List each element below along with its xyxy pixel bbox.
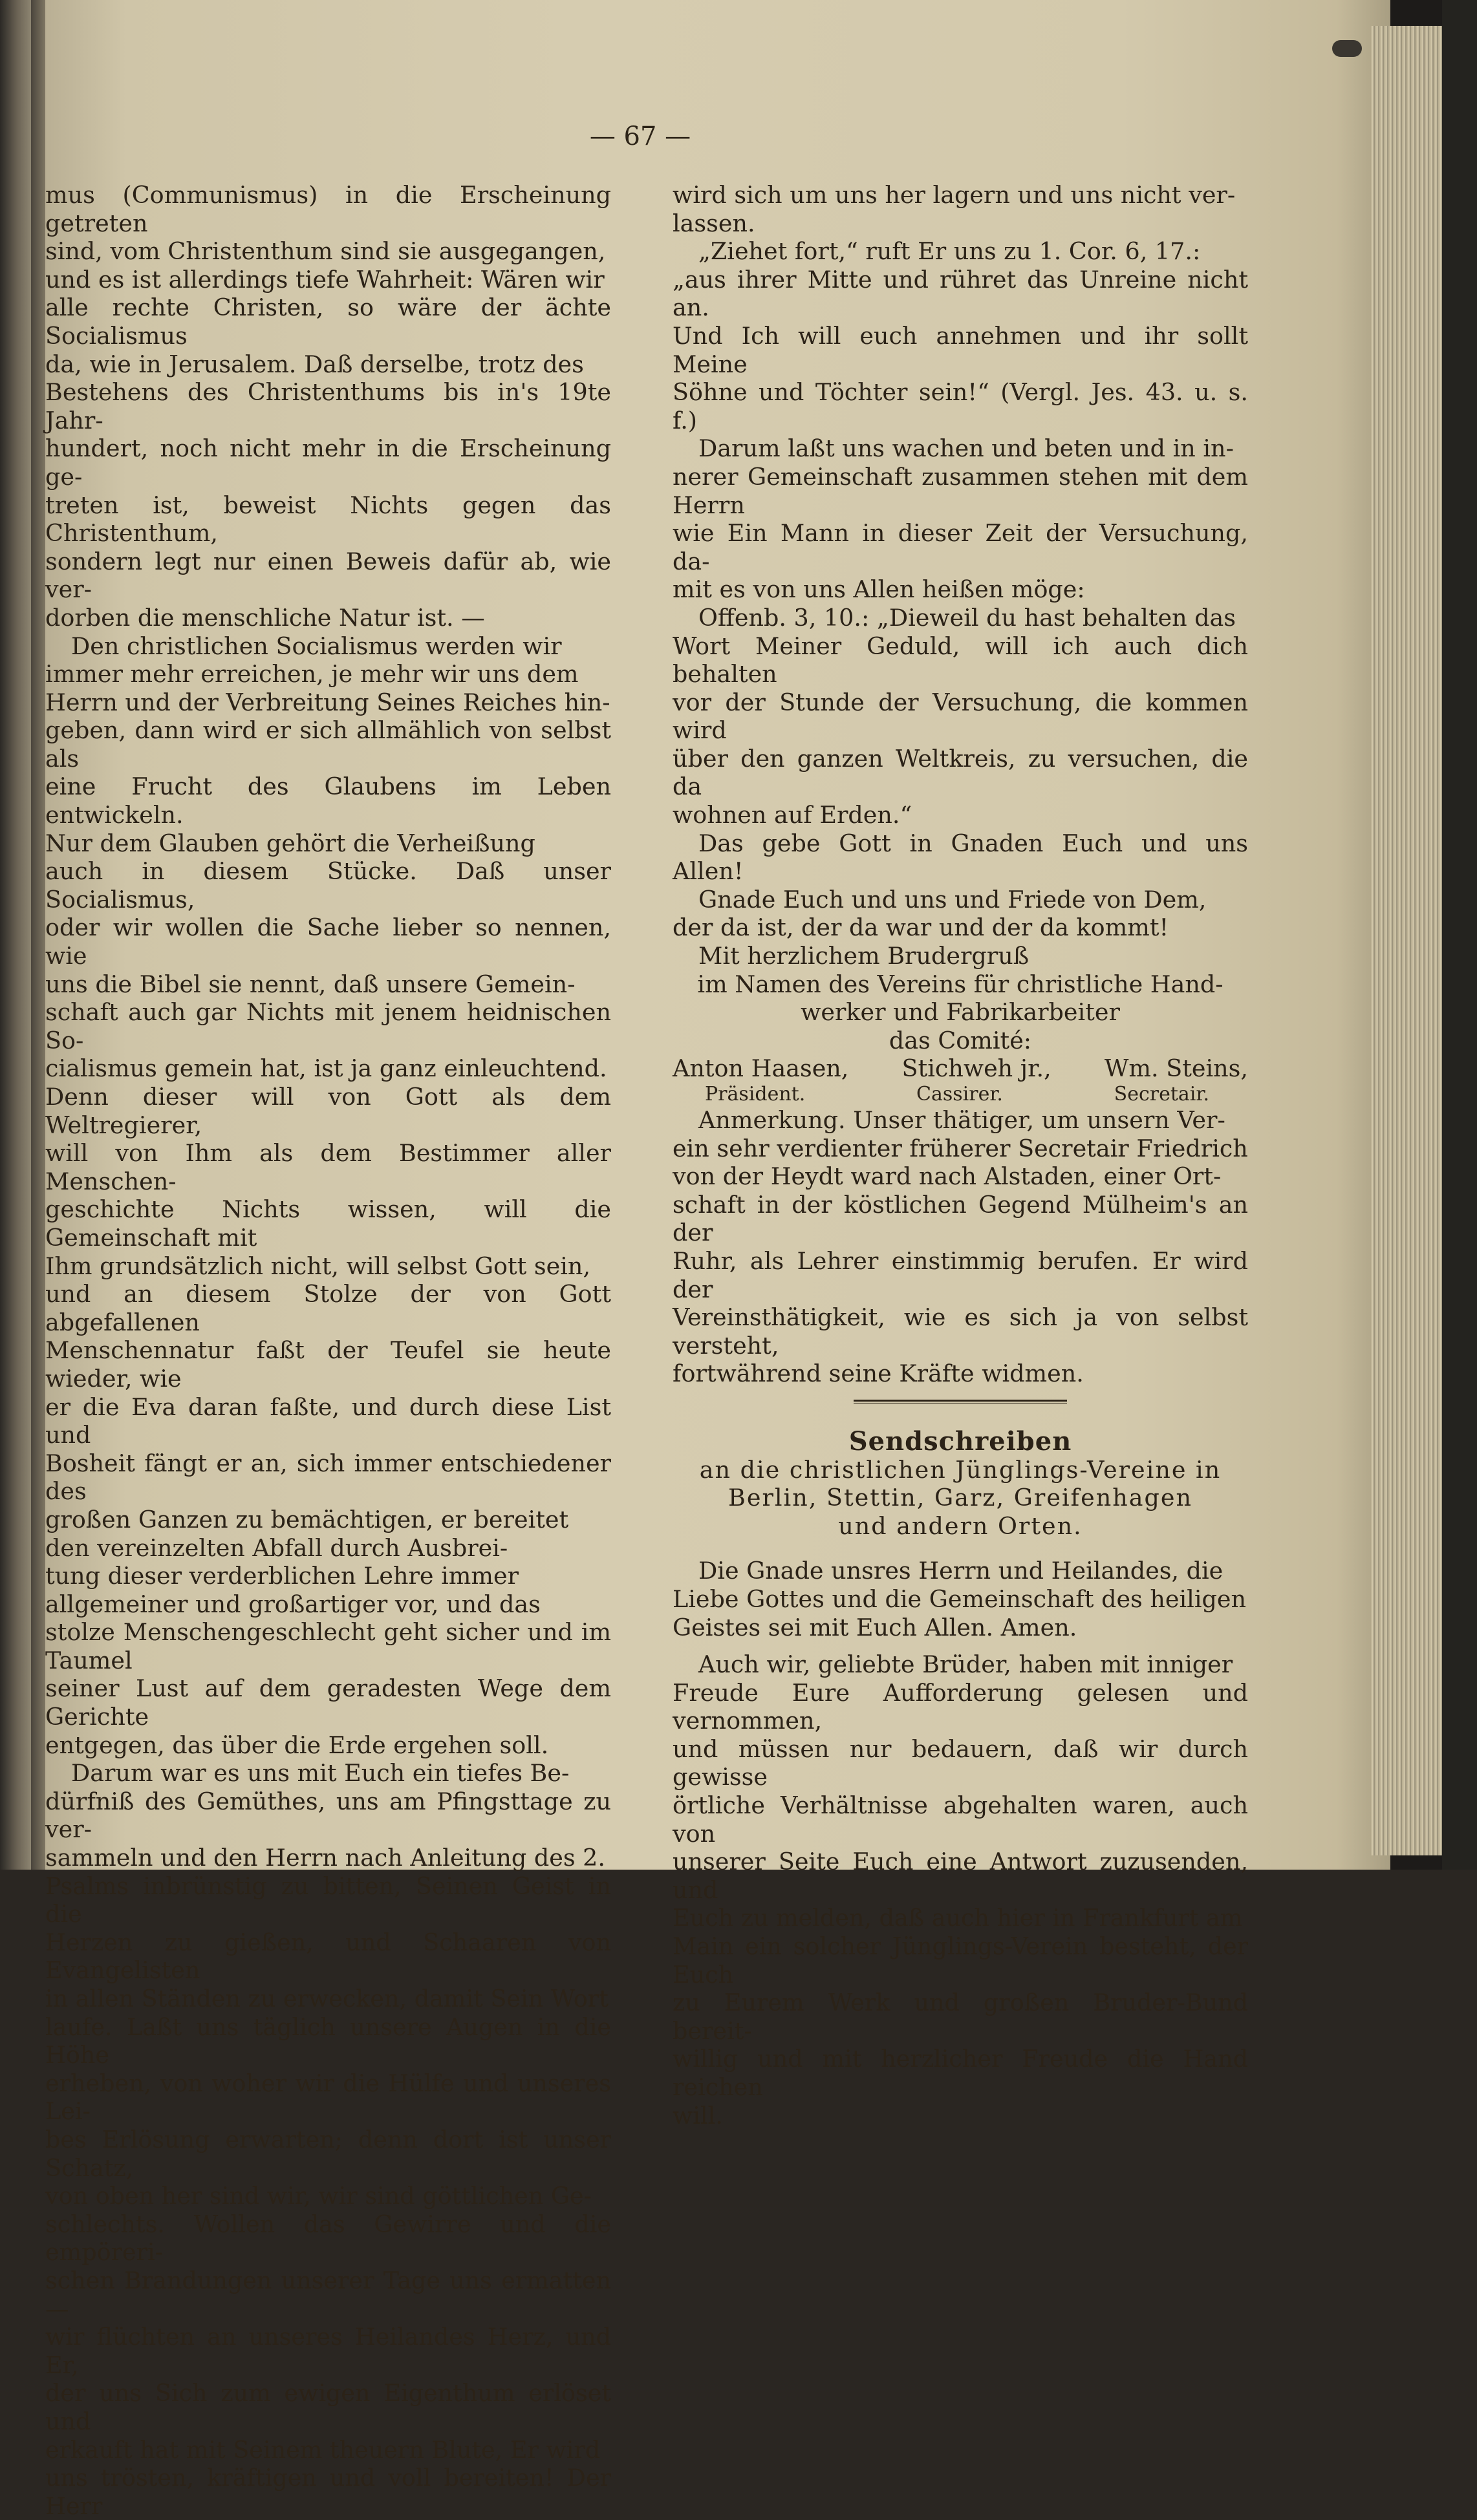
text-line: nerer Gemeinschaft zusammen stehen mit dem Herrn xyxy=(673,462,1248,519)
text-line: unserer Seite Euch eine Antwort zuzusenden, und xyxy=(673,1848,1248,1904)
text-line: schen Brandungen unserer Tage uns ermatten — xyxy=(45,2266,611,2323)
text-line: Menschennatur faßt der Teufel sie heute wieder, wie xyxy=(45,1336,611,1393)
text-line: Herrn und der Verbreitung Seines Reiches hin- xyxy=(45,688,610,716)
text-line: alle rechte Christen, so wäre der ächte Socialismus xyxy=(45,294,611,350)
text-line: sammeln und den Herrn nach Anleitung des 2. xyxy=(45,1844,606,1872)
text-line: der da ist, der da war und der da kommt! xyxy=(673,913,1169,942)
text-line: geschichte Nichts wissen, will die Gemeinschaft mit xyxy=(45,1195,611,1252)
text-line: werker und Fabrikarbeiter xyxy=(801,998,1120,1027)
text-line: bes Erlösung erwarten; denn dort ist unser Schatz, xyxy=(45,2125,611,2182)
text-line: Gnade Euch und uns und Friede von Dem, xyxy=(698,885,1207,913)
text-line: geben, dann wird er sich allmählich von selbst als xyxy=(45,716,611,773)
text-line: Nur dem Glauben gehört die Verheißung xyxy=(45,829,535,857)
text-line: schaft auch gar Nichts mit jenem heidnischen So- xyxy=(45,998,611,1054)
text-line: eine Frucht des Glaubens im Leben entwickeln. xyxy=(45,773,611,829)
signature-title: Präsident. xyxy=(705,1083,806,1105)
text-line: vor der Stunde der Versuchung, die kommen wird xyxy=(673,688,1248,745)
signature-titles xyxy=(673,1083,1248,1106)
book-cover xyxy=(1442,0,1477,1870)
section-title: Sendschreiben xyxy=(848,1426,1072,1457)
text-line: sondern legt nur einen Beweis dafür ab, wie ver- xyxy=(45,547,611,604)
section-subtitle-line: und andern Orten. xyxy=(838,1511,1083,1540)
annotation-line: Ruhr, als Lehrer einstimmig berufen. Er wird der xyxy=(673,1246,1248,1303)
text-line: will. xyxy=(673,2101,723,2130)
text-line: wohnen auf Erden.“ xyxy=(673,801,912,829)
text-line: Den christlichen Socialismus werden wir xyxy=(71,632,562,660)
text-line: wir flüchten an unseres Heilandes Herz, und Er, xyxy=(45,2323,611,2379)
text-line: seiner Lust auf dem geradesten Wege dem Gerichte xyxy=(45,1674,611,1731)
text-line: erheben, von woher wir die Hülfe und unseres Lei- xyxy=(45,2069,611,2126)
left-column xyxy=(45,181,611,2520)
signature-title: Secretair. xyxy=(1114,1083,1209,1105)
annotation-line: Vereinsthätigkeit, wie es sich ja von selbst versteht, xyxy=(673,1303,1248,1360)
text-line: lassen. xyxy=(673,209,755,237)
text-line: Bosheit fängt er an, sich immer entschiedener des xyxy=(45,1449,611,1506)
text-line: uns die Bibel sie nennt, daß unsere Gemein- xyxy=(45,970,576,998)
text-line: wie Ein Mann in dieser Zeit der Versuchung, da- xyxy=(673,519,1248,575)
text-line: „aus ihrer Mitte und rühret das Unreine nicht an. xyxy=(673,265,1248,322)
text-line: stolze Menschengeschlecht geht sicher und im Taumel xyxy=(45,1618,611,1674)
text-line: Geistes sei mit Euch Allen. Amen. xyxy=(673,1613,1077,1641)
right-column xyxy=(673,181,1248,2130)
text-line: über den ganzen Weltkreis, zu versuchen, die da xyxy=(673,744,1248,801)
bookmark-tab xyxy=(1332,40,1362,57)
text-line: laufe. Laßt uns täglich unsere Augen in die Höhe xyxy=(45,2013,611,2069)
text-line: oder wir wollen die Sache lieber so nennen, wie xyxy=(45,913,611,970)
text-line: mus (Communismus) in die Erscheinung getreten xyxy=(45,181,611,237)
text-line: Darum laßt uns wachen und beten und in in- xyxy=(698,434,1234,463)
text-line: das Comité: xyxy=(889,1026,1032,1054)
text-line: Auch wir, geliebte Brüder, haben mit inniger xyxy=(698,1650,1233,1679)
text-line: mit es von uns Allen heißen möge: xyxy=(673,575,1085,604)
text-line: zu Eurem Werk und großen Bruder-Bund bereit- xyxy=(673,1989,1248,2045)
text-line: tung dieser verderblichen Lehre immer xyxy=(45,1562,519,1590)
section-subtitle-line: an die christlichen Jünglings-Vereine in xyxy=(699,1455,1222,1484)
text-line: im Namen des Vereins für christliche Hand- xyxy=(697,970,1224,998)
text-line: auch in diesem Stücke. Daß unser Socialismus, xyxy=(45,857,611,913)
text-line: Söhne und Töchter sein!“ (Vergl. Jes. 43. u. s. f.) xyxy=(673,378,1248,434)
annotation-line: Anmerkung. Unser thätiger, um unsern Ver- xyxy=(698,1106,1225,1134)
text-line: „Ziehet fort,“ ruft Er uns zu 1. Cor. 6, 17.: xyxy=(698,237,1201,266)
text-line: willig und mit herzlicher Freude die Hand reichen xyxy=(673,2045,1248,2101)
text-line: allgemeiner und großartiger vor, und das xyxy=(45,1590,541,1618)
text-line: Das gebe Gott in Gnaden Euch und uns Allen! xyxy=(673,829,1248,886)
section-subtitle-line: Berlin, Stettin, Garz, Greifenhagen xyxy=(728,1484,1192,1512)
text-line: Und Ich will euch annehmen und ihr sollt Meine xyxy=(673,321,1248,378)
signature-names xyxy=(673,1054,1248,1083)
text-line: und müssen nur bedauern, daß wir durch gewisse xyxy=(673,1735,1248,1791)
text-line: Ihm grundsätzlich nicht, will selbst Gott sein, xyxy=(45,1252,591,1280)
text-line: schlechts. Wollen das Gewirre und die empöreri- xyxy=(45,2210,611,2267)
annotation-line: fortwährend seine Kräfte widmen. xyxy=(673,1360,1084,1388)
signature-title: Cassirer. xyxy=(916,1083,1003,1105)
text-line: treten ist, beweist Nichts gegen das Christenthum, xyxy=(45,491,611,548)
signature-name: Anton Haasen, xyxy=(673,1054,849,1083)
annotation-line: schaft in der köstlichen Gegend Mülheim's an der xyxy=(673,1190,1248,1247)
page-stack-edges xyxy=(1371,26,1449,1855)
text-line: Liebe Gottes und die Gemeinschaft des heiligen xyxy=(673,1585,1246,1613)
annotation-line: ein sehr verdienter früherer Secretair Friedrich xyxy=(673,1134,1248,1162)
text-line: erkauft hat mit Seinem theuern Blute, Er wird xyxy=(45,2435,601,2464)
section-divider xyxy=(854,1400,1067,1404)
text-line: sind, vom Christenthum sind sie ausgegangen, xyxy=(45,237,606,266)
text-line: den vereinzelten Abfall durch Ausbrei- xyxy=(45,1533,508,1562)
text-line: Bestehens des Christenthums bis in's 19te Jahr- xyxy=(45,378,611,434)
text-line: und es ist allerdings tiefe Wahrheit: Wären wir xyxy=(45,265,605,294)
text-line: hundert, noch nicht mehr in die Erscheinung ge- xyxy=(45,434,611,491)
text-line: großen Ganzen zu bemächtigen, er bereitet xyxy=(45,1505,569,1533)
text-line: Wort Meiner Geduld, will ich auch dich behalten xyxy=(673,632,1248,689)
text-line: der uns Sich zum ewigen Eigenthum erlöset und xyxy=(45,2379,611,2435)
signature-name: Wm. Steins, xyxy=(1104,1054,1248,1083)
text-line: Mit herzlichem Brudergruß xyxy=(698,942,1030,970)
text-line: von oben her sind wir, wir sind göttlichen Ge- xyxy=(45,2182,592,2210)
page-number: — 67 — xyxy=(589,122,691,151)
signature-name: Stichweh jr., xyxy=(901,1054,1051,1083)
text-line: dürfniß des Gemüthes, uns am Pfingsttage zu ver- xyxy=(45,1787,611,1844)
text-line: Psalms inbrünstig zu bitten, Seinen Geist in die xyxy=(45,1872,611,1928)
left-page-edge xyxy=(0,0,31,1870)
annotation-line: von der Heydt ward nach Alstaden, einer Ort- xyxy=(673,1162,1222,1191)
text-line: Darum war es uns mit Euch ein tiefes Be- xyxy=(71,1759,570,1788)
text-line: entgegen, das über die Erde ergehen soll. xyxy=(45,1731,549,1759)
text-line: will von Ihm als dem Bestimmer aller Menschen- xyxy=(45,1139,611,1195)
text-line: Main ein solcher Jünglings-Verein besteht, der Euch xyxy=(673,1932,1248,1989)
text-line: wird sich um uns her lagern und uns nicht ver- xyxy=(673,181,1236,209)
text-line: örtliche Verhältnisse abgehalten waren, auch von xyxy=(673,1791,1248,1848)
text-line: uns trösten, kräftigen und voll bereiten! Der Herr xyxy=(45,2464,611,2520)
margin-pencil-mark xyxy=(1284,556,1319,601)
text-line: Die Gnade unsres Herrn und Heilandes, die xyxy=(698,1557,1224,1585)
text-line: immer mehr erreichen, je mehr wir uns dem xyxy=(45,660,579,689)
text-line: Herzen zu gießen, und Schaaren von Evangelisten xyxy=(45,1928,611,1985)
text-line: in allen Ständen zu erwecken, damit Sein Wort xyxy=(45,1985,609,2013)
text-line: dorben die menschliche Natur ist. — xyxy=(45,603,485,632)
text-line: und an diesem Stolze der von Gott abgefallenen xyxy=(45,1280,611,1336)
spacer xyxy=(673,1540,1248,1557)
text-line: er die Eva daran faßte, und durch diese List und xyxy=(45,1393,611,1449)
text-line: Freude Eure Aufforderung gelesen und vernommen, xyxy=(673,1678,1248,1735)
text-line: Denn dieser will von Gott als dem Weltregierer, xyxy=(45,1083,611,1139)
text-line: cialismus gemein hat, ist ja ganz einleuchtend. xyxy=(45,1054,607,1083)
text-line: da, wie in Jerusalem. Daß derselbe, trotz des xyxy=(45,350,584,378)
text-line: Offenb. 3, 10.: „Dieweil du hast behalten das xyxy=(698,603,1236,632)
text-line: Euch zu melden, daß auch hier in Frankfurt am xyxy=(673,1904,1243,1932)
